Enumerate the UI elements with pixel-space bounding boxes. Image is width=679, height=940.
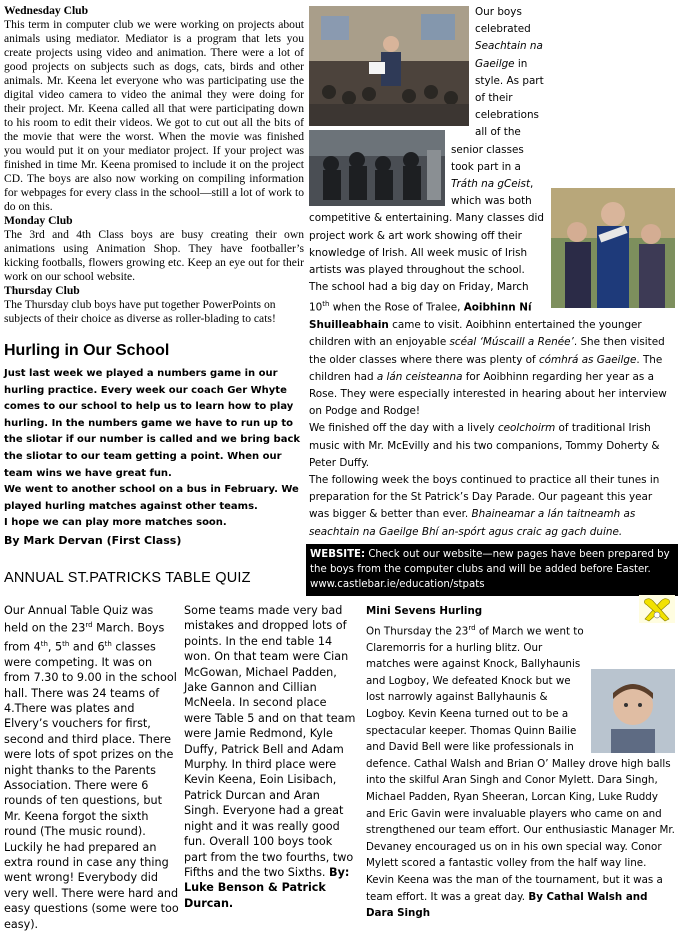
hurling-body <box>4 366 304 532</box>
quiz-text: classes were competing. It was on from 7.30 to 9.00 in the school hall. There was 24 teams of 4.There was plates and Elvery’s vouchers for first, second and third place. There were lots of spot prizes on the night thanks to the Parents Association. There were 6 rounds of ten questions, but Mr. Keena forgot the sixth round (The music round). Luckily he had prepared an extra round in case any thing went wrong! Everybody did very well. There were hard and easy questions (some were too easy). <box>4 640 179 931</box>
seachtain-section <box>309 4 675 541</box>
seachtain-photo-rose-of-tralee <box>551 188 675 308</box>
quiz-title: ANNUAL ST.PATRICKS TABLE QUIZ <box>4 570 251 586</box>
mini-sevens-byline: By Cathal Walsh and Dara Singh <box>366 890 648 920</box>
seachtain-text: The following week the boys continued to practice all their tunes in preparation for the St Patrick’s Day Parade. Our pageant this year was bigger & better than ever. <box>309 473 660 521</box>
website-label: WEBSITE: <box>310 549 366 560</box>
seachtain-text-italic: a lán ceisteanna <box>376 370 463 383</box>
monday-club-heading: Monday Club <box>4 214 73 227</box>
seachtain-text: . She then visited the older classes where there was plenty of <box>309 336 665 366</box>
quiz-sup: th <box>104 639 112 648</box>
quiz-text: and 6 <box>69 640 105 654</box>
seachtain-text: , which was both competitive & entertaining. Many classes did project work & art work showing off their knowledge of Irish. All week music of Irish artists was played throughout the school. <box>309 178 545 277</box>
quiz-sup: th <box>40 639 48 648</box>
mini-sevens-title: Mini Sevens Hurling <box>366 605 483 617</box>
seachtain-text: for Aoibhinn regarding her year as a Rose. They were especially interested in hearing about her interview on Podge and Rodge! <box>309 370 667 418</box>
mini-sevens-photo-boy <box>591 669 675 753</box>
wednesday-club-text: This term in computer club we were working on projects about animals using mediator. Mediator is a program that lets you create projects using video and animation. There were a lot of good projects on subjects such as dogs, cats, birds and other animals. Mr. Keena let everyone who was participating use the digital video camera to video the animal they were doing for their project. Mr. Keena called all that were participating down to his room to edit their videos. We got to cut out all the bits of the movie that were the worst. When the movie was finished you would put it on your mediator project. If your project was finished in time Mr. Keena promised to include it on the project CD. The boys are also now working on compiling information for webpages for every class in the school—still a lot of work to do on this. <box>4 18 304 213</box>
seachtain-text-bold: Aoibhinn Ní Shuilleabhain <box>309 301 532 332</box>
mini-sevens-text: of March we went to Claremorris for a hurling blitz. Our matches were against Knock, Ballyhaunis and Logboy, We defeated Knock but we lost narrowly against Ballyhaunis & Logboy. Kevin Keena turned out to be a spectacular keeper. Thomas Quinn Bailie and David Bell were like professionals in defence. Cathal Walsh and Brian O’ Malley drove high balls into the skilful Aran Singh and Conor Mylett. Dara Singh, Michael Padden, Ryan Sheeran, Lorcan King, Luke Ruddy and Eric Gavin were invaluable players who came on and strengthened our team effort. Our enthusiastic Manager Mr. Devaney encouraged us on in his own special way. Conor Mylett scored a fantastic volley from the half way line. Kevin Keena was the man of the tournament, but it was a team effort. It was a great day. <box>366 625 675 903</box>
quiz-sup: th <box>62 639 70 648</box>
hurling-section <box>4 342 304 547</box>
seachtain-text-italic: cómhrá as Gaeilge <box>538 353 637 366</box>
hurling-title: Hurling in Our School <box>4 342 170 359</box>
hurling-byline: By Mark Dervan (First Class) <box>4 533 182 547</box>
thursday-club-heading: Thursday Club <box>4 284 80 297</box>
quiz-column-1 <box>4 603 180 932</box>
wednesday-club-heading: Wednesday Club <box>4 4 89 17</box>
seachtain-text: of traditional Irish music with Mr. McEvilly and his two companions, Tommy Doherty & Peter Duffy. <box>309 422 660 469</box>
seachtain-text: Our boys celebrated <box>475 6 531 36</box>
quiz-byline: By: Luke Benson & Patrick Durcan. <box>184 865 350 910</box>
mini-sevens-text: On Thursday the 23 <box>366 625 469 638</box>
seachtain-text: came to visit. Aoibhinn entertained the younger children with an enjoyable <box>309 319 642 349</box>
seachtain-text-italic: Tráth na gCeist <box>451 178 531 191</box>
hurling-paragraph: We went to another school on a bus in February. We played hurling matches against other teams. <box>4 484 299 512</box>
website-text[interactable]: Check out our website—new pages have been prepared by the boys from the computer clubs and will be added before Easter. www.castlebar.ie/education/stpats <box>310 549 670 590</box>
quiz-text: March. Boys from 4 <box>4 622 165 654</box>
seachtain-text-italic: Bhaineamar a lán taitneamh as seachtain na Gaeilge Bhí an-spórt agus craic ag gach duine. <box>309 508 636 538</box>
mini-sevens-sup: rd <box>468 623 476 632</box>
seachtain-photo-ceolchoirm <box>309 130 445 206</box>
clubs-section <box>4 4 304 326</box>
quiz-text: Some teams made very bad mistakes and dropped lots of points. In the end table 14 won. On that team were Cian McGowan, Michael Padden, Jake Gannon and Cillian McNeela. In second place were Table 5 and on that team were Jamie Redmond, Kyle Duffy, Patrick Bell and Adam Murphy. In third place were Kevin Keena, Eoin Lisibach, Patrick Durcan and Aran Singh. Everyone had a great night and it was really good fun. Overall 100 boys took part from the two fourths, two Fifths and the two Sixths. <box>184 604 356 879</box>
quiz-text: Our Annual Table Quiz was held on the 23 <box>4 604 154 636</box>
seachtain-text-italic: ceolchoirm <box>497 422 556 435</box>
seachtain-text: We finished off the day with a lively <box>309 422 498 435</box>
hurley-sticks-icon <box>639 595 675 623</box>
seachtain-sup: th <box>322 300 330 309</box>
quiz-text: , 5 <box>47 640 63 654</box>
seachtain-text: when the Rose of Tralee, <box>329 301 464 314</box>
thursday-club-text: The Thursday club boys have put together PowerPoints on subjects of their choice as diverse as roller-blading to cats! <box>4 298 276 325</box>
hurling-paragraph: I hope we can play more matches soon. <box>4 517 227 529</box>
seachtain-text: in style. As part of their celebrations all of the senior classes took part in a <box>451 57 544 173</box>
seachtain-text: . The children had <box>309 353 663 383</box>
seachtain-text-italic: scéal ‘Múscaill a Renée’ <box>449 336 574 349</box>
monday-club-text: The 3rd and 4th Class boys are busy creating their own animations using Animation Shop. They have footballer’s kicking footballs, flowers growing etc. Keep an eye out for their work on our school website. <box>4 228 304 283</box>
quiz-sup: rd <box>85 621 93 630</box>
seachtain-text-italic: Seachtain na Gaeilge <box>475 40 543 70</box>
website-box <box>306 544 678 596</box>
mini-sevens-section <box>366 603 675 922</box>
seachtain-text: The school had a big day on Friday, March 10 <box>309 281 529 314</box>
seachtain-photo-classroom <box>309 6 469 126</box>
hurling-paragraph: Just last week we played a numbers game in our hurling practice. Every week our coach Ger Whyte comes to our school to help us to learn how to play hurling. In the numbers game we have to run up to the sliotar if our number is called and we bring back the sliotar to our team getting a point. When our team wins we have great fun. <box>4 368 301 479</box>
quiz-column-2 <box>184 603 356 911</box>
